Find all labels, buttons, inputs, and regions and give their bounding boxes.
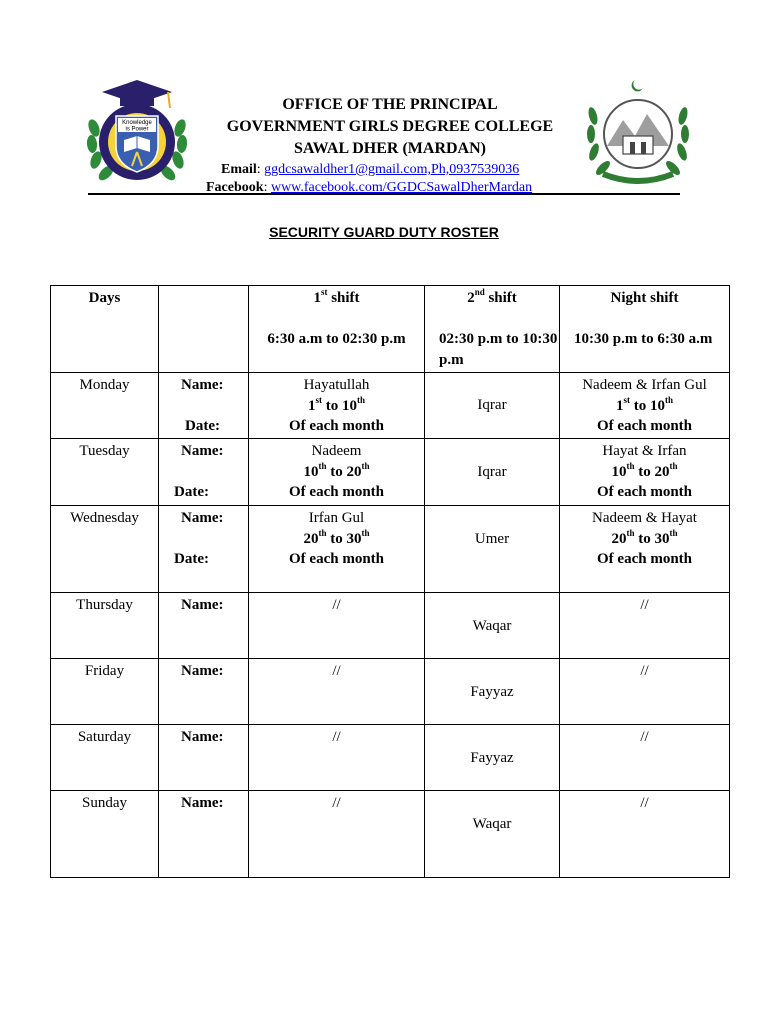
day-cell: Tuesday: [51, 439, 159, 506]
days-header: Days: [51, 286, 159, 373]
header-divider: [88, 193, 680, 195]
label-cell: Name:: [159, 725, 249, 791]
blank-header: [159, 286, 249, 373]
shift2-cell: Waqar: [425, 791, 560, 878]
shift1-cell: Nadeem 10th to 20th Of each month: [249, 439, 425, 506]
night-shift-time: 10:30 p.m to 6:30 a.m: [574, 331, 713, 348]
table-row: [51, 659, 730, 725]
college-location: SAWAL DHER (MARDAN): [293, 140, 486, 157]
duty-roster-table: [50, 285, 730, 878]
table-row: [51, 593, 730, 659]
label-cell: Name: Date:: [159, 506, 249, 593]
day-cell: Friday: [51, 659, 159, 725]
office-line: OFFICE OF THE PRINCIPAL: [282, 96, 498, 113]
college-logo: [80, 78, 194, 192]
svg-text:Knowledge: Knowledge: [122, 120, 152, 126]
day-cell: Wednesday: [51, 506, 159, 593]
document-title: SECURITY GUARD DUTY ROSTER: [269, 224, 499, 240]
college-name: GOVERNMENT GIRLS DEGREE COLLEGE: [226, 118, 554, 135]
shift2-cell: Iqrar: [425, 373, 560, 439]
night-cell: //: [560, 725, 730, 791]
shift2-cell: Iqrar: [425, 439, 560, 506]
shift1-cell: Irfan Gul 20th to 30th Of each month: [249, 506, 425, 593]
label-cell: Name:: [159, 593, 249, 659]
shift1-header: 1st shift 6:30 a.m to 02:30 p.m: [249, 286, 425, 373]
table-row: [51, 725, 730, 791]
letterhead: [195, 94, 585, 160]
svg-text:is Power: is Power: [125, 126, 149, 133]
day-cell: Monday: [51, 373, 159, 439]
facebook-link[interactable]: www.facebook.com/GGDCSawalDherMardan: [270, 180, 533, 195]
shift1-cell: //: [249, 725, 425, 791]
email-link[interactable]: ggdcsawaldher1@gmail.com,Ph,0937539036: [264, 162, 520, 177]
shift2-time: 02:30 p.m to 10:30 p.m: [439, 331, 558, 369]
night-cell: Nadeem & Hayat 20th to 30th Of each month: [560, 506, 730, 593]
table-row: [51, 791, 730, 878]
night-cell: Nadeem & Irfan Gul 1st to 10th Of each month: [560, 373, 730, 439]
header-row: [51, 286, 730, 373]
contact-info: Email: ggdcsawaldher1@gmail.com,Ph,0937539036 Facebook: www.facebook.com/GGDCSawalDherMardan: [206, 162, 533, 195]
day-cell: Thursday: [51, 593, 159, 659]
shift2-cell: Fayyaz: [425, 659, 560, 725]
night-cell: //: [560, 791, 730, 878]
shift1-cell: //: [249, 791, 425, 878]
government-emblem: [583, 76, 693, 194]
email-label: Email: [221, 162, 257, 177]
shift1-cell: //: [249, 659, 425, 725]
table-row: [51, 439, 730, 506]
day-cell: Sunday: [51, 791, 159, 878]
shift2-header: 2nd shift 02:30 p.m to 10:30 p.m: [425, 286, 560, 373]
shift2-cell: Umer: [425, 506, 560, 593]
shift1-cell: Hayatullah 1st to 10th Of each month: [249, 373, 425, 439]
day-cell: Saturday: [51, 725, 159, 791]
table-row: [51, 373, 730, 439]
shift2-cell: Waqar: [425, 593, 560, 659]
shift1-time: 6:30 a.m to 02:30 p.m: [267, 331, 406, 348]
night-shift-header: Night shift 10:30 p.m to 6:30 a.m: [560, 286, 730, 373]
night-cell: //: [560, 659, 730, 725]
label-cell: Name: Date:: [159, 439, 249, 506]
label-cell: Name: Date:: [159, 373, 249, 439]
shift2-cell: Fayyaz: [425, 725, 560, 791]
facebook-label: Facebook: [206, 180, 264, 195]
label-cell: Name:: [159, 791, 249, 878]
night-cell: //: [560, 593, 730, 659]
shift1-cell: //: [249, 593, 425, 659]
label-cell: Name:: [159, 659, 249, 725]
table-row: [51, 506, 730, 593]
night-cell: Hayat & Irfan 10th to 20th Of each month: [560, 439, 730, 506]
